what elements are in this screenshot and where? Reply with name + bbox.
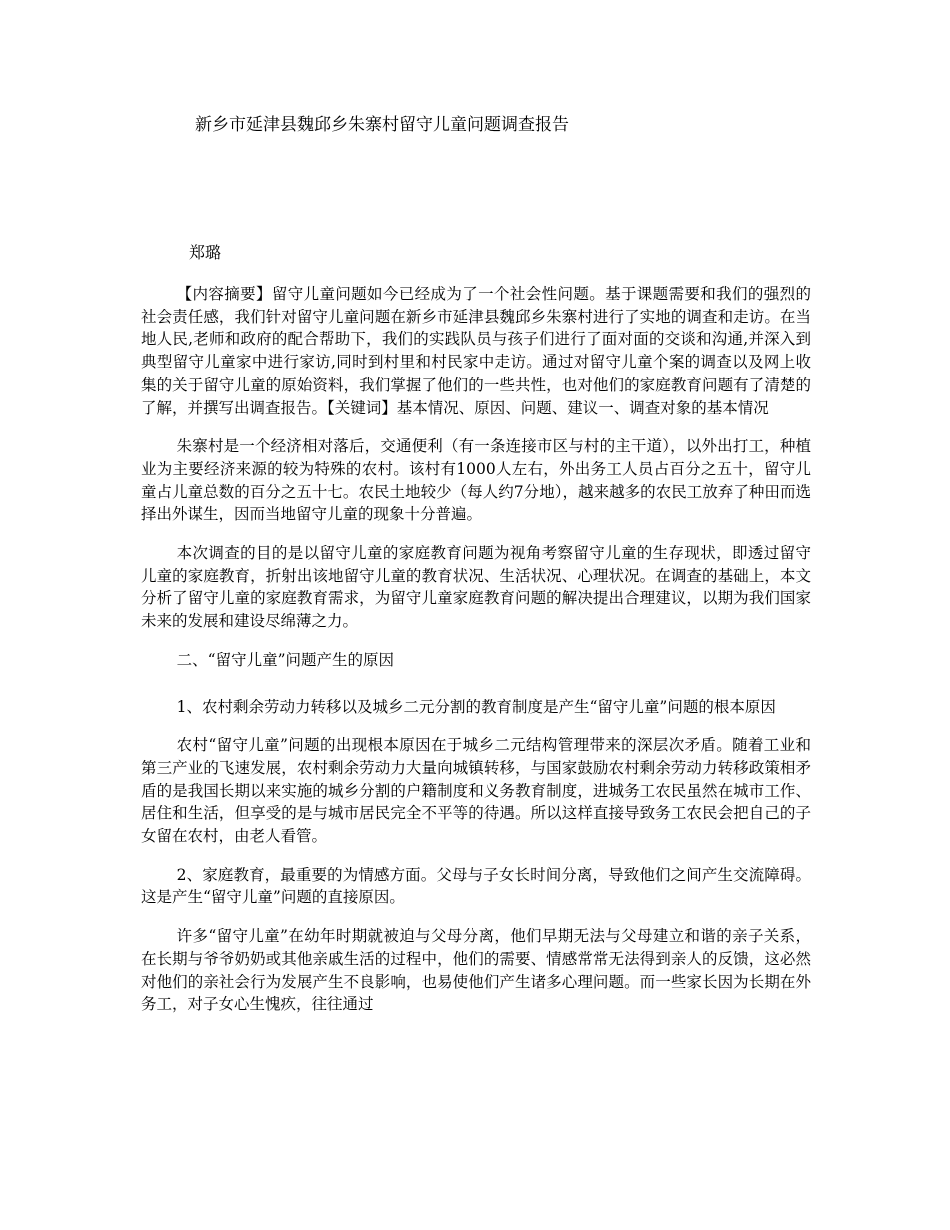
paragraph-abstract: 【内容摘要】留守儿童问题如今已经成为了一个社会性问题。基于课题需要和我们的强烈的社会责任感，我们针对留守儿童问题在新乡市延津县魏邱乡朱寨村进行了实地的调查和走访。在当地人民,老师和政府的配合帮助下，我们的实践队员与孩子们进行了面对面的交谈和沟通,并深入到典型留守儿童家中进行家访,同时到村里和村民家中走访。通过对留守儿童个案的调查以及网上收集的关于留守儿童的原始资料，我们掌握了他们的一些共性，也对他们的家庭教育问题有了清楚的了解，并撰写出调查报告。【关键词】基本情况、原因、问题、建议一、调查对象的基本情况 (141, 285, 811, 417)
section-heading-causes: 二、“留守儿童”问题产生的原因 (176, 650, 394, 669)
paragraph-survey-purpose: 本次调查的目的是以留守儿童的家庭教育问题为视角考察留守儿童的生存现状，即透过留守儿童的家庭教育，折射出该地留守儿童的教育状况、生活状况、心理状况。在调查的基础上，本文分析了留守儿童的家庭教育需求，为留守儿童家庭教育问题的解决提出合理建议，以期为我们国家未来的发展和建设尽绵薄之力。 (141, 544, 811, 631)
document-author: 郑璐 (189, 243, 222, 262)
paragraph-direct-cause: 许多“留守儿童”在幼年时期就被迫与父母分离，他们早期无法与父母建立和谐的亲子关系，在长期与爷爷奶奶或其他亲戚生活的过程中，他们的需要、情感常常无法得到亲人的反馈，这必然对他们的亲社会行为发展产生不良影响，也易使他们产生诸多心理问题。而一些家长因为长期在外务工，对子女心生愧疚，往往通过 (141, 927, 811, 1014)
document-title: 新乡市延津县魏邱乡朱寨村留守儿童问题调查报告 (195, 115, 569, 135)
document-body (141, 283, 811, 1032)
subheading-root-cause: 1、农村剩余劳动力转移以及城乡二元分割的教育制度是产生“留守儿童”问题的根本原因 (176, 697, 776, 716)
paragraph-root-cause: 农村“留守儿童”问题的出现根本原因在于城乡二元结构管理带来的深层次矛盾。随着工业和第三产业的飞速发展，农村剩余劳动力大量向城镇转移，与国家鼓励农村剩余劳动力转移政策相矛盾的是我国长期以来实施的城乡分割的户籍制度和义务教育制度，进城务工农民虽然在城市工作、居住和生活，但享受的是与城市居民完全不平等的待遇。所以这样直接导致务工农民会把自己的子女留在农村，由老人看管。 (141, 736, 811, 846)
subheading-direct-cause: 2、家庭教育，最重要的为情感方面。父母与子女长时间分离，导致他们之间产生交流障碍。这是产生“留守儿童”问题的直接原因。 (141, 865, 811, 907)
paragraph-village-overview: 朱寨村是一个经济相对落后，交通便利（有一条连接市区与村的主干道），以外出打工，种植业为主要经济来源的较为特殊的农村。该村有1000人左右，外出务工人员占百分之五十，留守儿童占儿童总数的百分之五十七。农民土地较少（每人约7分地），越来越多的农民工放弃了种田而选择出外谋生，因而当地留守儿童的现象十分普遍。 (141, 437, 811, 524)
